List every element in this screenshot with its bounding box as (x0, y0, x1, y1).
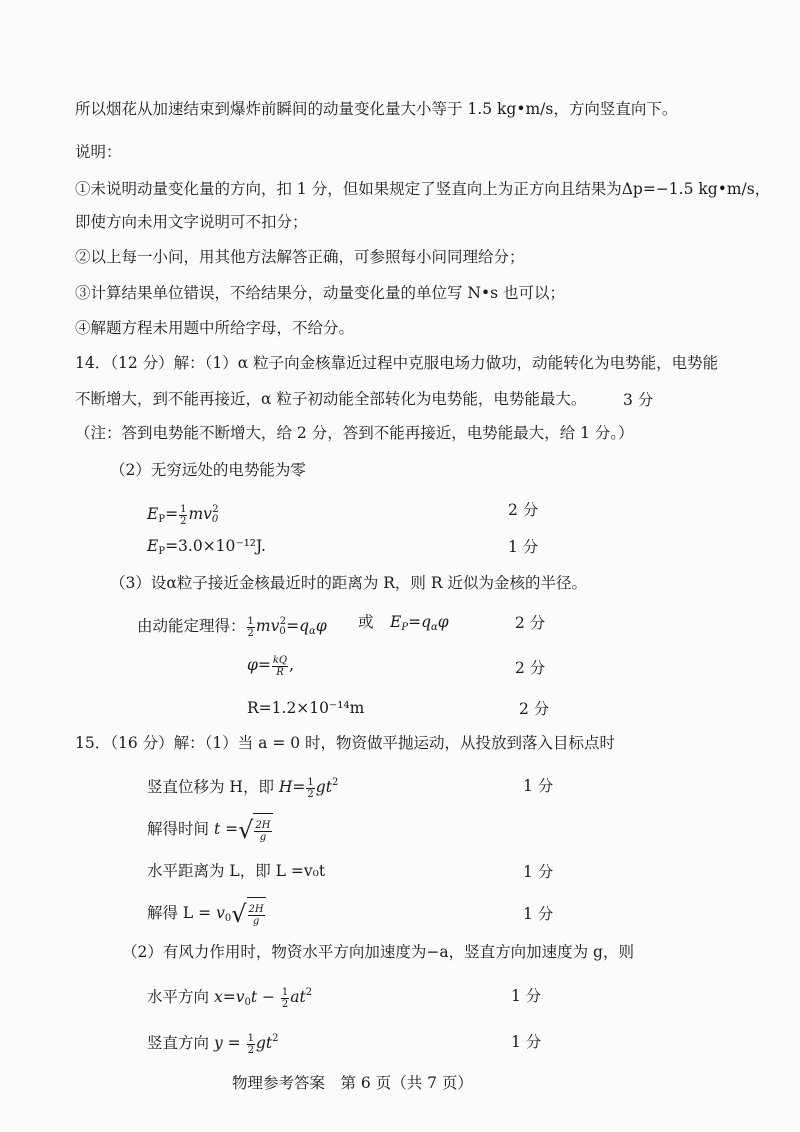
formula-L-result: 解得 $L = v_0√$ $\frac{2H}{g}$ (147, 896, 266, 936)
q14-part3: （3）设α粒子接近金核最近时的距离为 R，则 R 近似为金核的半径。 (110, 574, 587, 592)
formula-radius: R=1.2×10⁻¹⁴m (247, 699, 365, 717)
q14-part2: （2）无穷远处的电势能为零 (110, 461, 306, 479)
score-ep-energy: 2 分 (508, 501, 539, 519)
q14-part1-cont: 不断增大，到不能再接近，α 粒子初动能全部转化为电势能，电势能最大。 (75, 390, 587, 408)
note-4: ④解题方程未用题中所给字母，不给分。 (75, 319, 355, 337)
q14-scoring-note: （注：答到电势能不断增大，给 2 分，答到不能再接近，电势能最大，给 1 分。） (75, 424, 634, 442)
theorem-label: 由动能定理得： (137, 617, 246, 635)
note-1: ①未说明动量变化量的方向，扣 1 分，但如果规定了竖直向上为正方向且结果为Δp=−1.5 kg•m/s， (75, 180, 771, 198)
score-q14-1: 3 分 (623, 391, 654, 409)
score-ep-result: 1 分 (508, 538, 539, 556)
score-potential: 2 分 (515, 659, 546, 677)
q15-part2: （2）有风力作用时，物资水平方向加速度为−a，竖直方向加速度为 g，则 (122, 943, 634, 961)
q14-part1: 14．（12 分）解：（1）α 粒子向金核靠近过程中克服电场力做功，动能转化为电势能，电势能 (75, 354, 719, 372)
formula-potential: φ= $\frac{kQ}{R}$ , (247, 654, 295, 678)
formula-horizontal-motion: 水平方向 $x=v_0t$ − $\frac{1}{2}$ $at^2$ (147, 986, 313, 1010)
formula-ep-result: $E_P=3.0\times 10^{-12}J$. (147, 537, 266, 557)
note-3: ③计算结果单位错误，不给结果分，动量变化量的单位写 N•s 也可以； (75, 284, 566, 302)
horizontal-label: 水平方向 (147, 988, 210, 1006)
score-L-result: 1 分 (523, 905, 554, 923)
note-1-cont: 即使方向未用文字说明可不扣分； (75, 213, 308, 231)
score-theorem: 2 分 (515, 614, 546, 632)
q15-part1: 15．（16 分）解：（1）当 a = 0 时，物资做平抛运动，从投放到落入目标点时 (75, 734, 616, 752)
or-label: 或 (358, 613, 374, 631)
formula-time: 解得时间 t =√ $\frac{2H}{g}$ (147, 812, 273, 848)
vertical-label: 竖直方向 (147, 1034, 210, 1052)
score-horizontal-dist: 1 分 (523, 863, 554, 881)
L-result-label: 解得 L = (147, 904, 212, 922)
formula-vertical-motion: 竖直方向 y = $\frac{1}{2}$ $gt^2$ (147, 1032, 279, 1056)
time-label: 解得时间 (147, 820, 210, 838)
note-2: ②以上每一小问，用其他方法解答正确，可参照每小问同理给分； (75, 248, 525, 266)
score-radius: 2 分 (519, 700, 550, 718)
momentum-conclusion: 所以烟花从加速结束到爆炸前瞬间的动量变化量大小等于 1.5 kg•m/s，方向竖直向下。 (75, 100, 678, 118)
formula-ep-energy: $E_P=$ $\frac{1}{2}$ $mv_0^2$ (147, 503, 219, 527)
formula-vertical-disp: 竖直位移为 H，即 H= $\frac{1}{2}$ $gt^2$ (147, 776, 339, 800)
formula-energy-theorem: 由动能定理得： $\frac{1}{2}$ $mv_0^2=q_\alpha\varphi$ (137, 615, 327, 639)
score-vertical-motion: 1 分 (511, 1033, 542, 1051)
score-vertical-disp: 1 分 (523, 777, 554, 795)
score-horizontal-motion: 1 分 (511, 987, 542, 1005)
notes-heading: 说明： (75, 143, 122, 161)
vertical-disp-label: 竖直位移为 H，即 (147, 778, 274, 796)
page-footer: 物理参考答案 第 6 页（共 7 页） (232, 1074, 473, 1092)
formula-horizontal-dist: 水平距离为 L，即 L =v₀t (147, 862, 326, 880)
ep-value: =3.0×10⁻¹²J. (165, 537, 266, 555)
formula-ep-alt: $E_P=q_\alpha\varphi$ (390, 613, 449, 633)
